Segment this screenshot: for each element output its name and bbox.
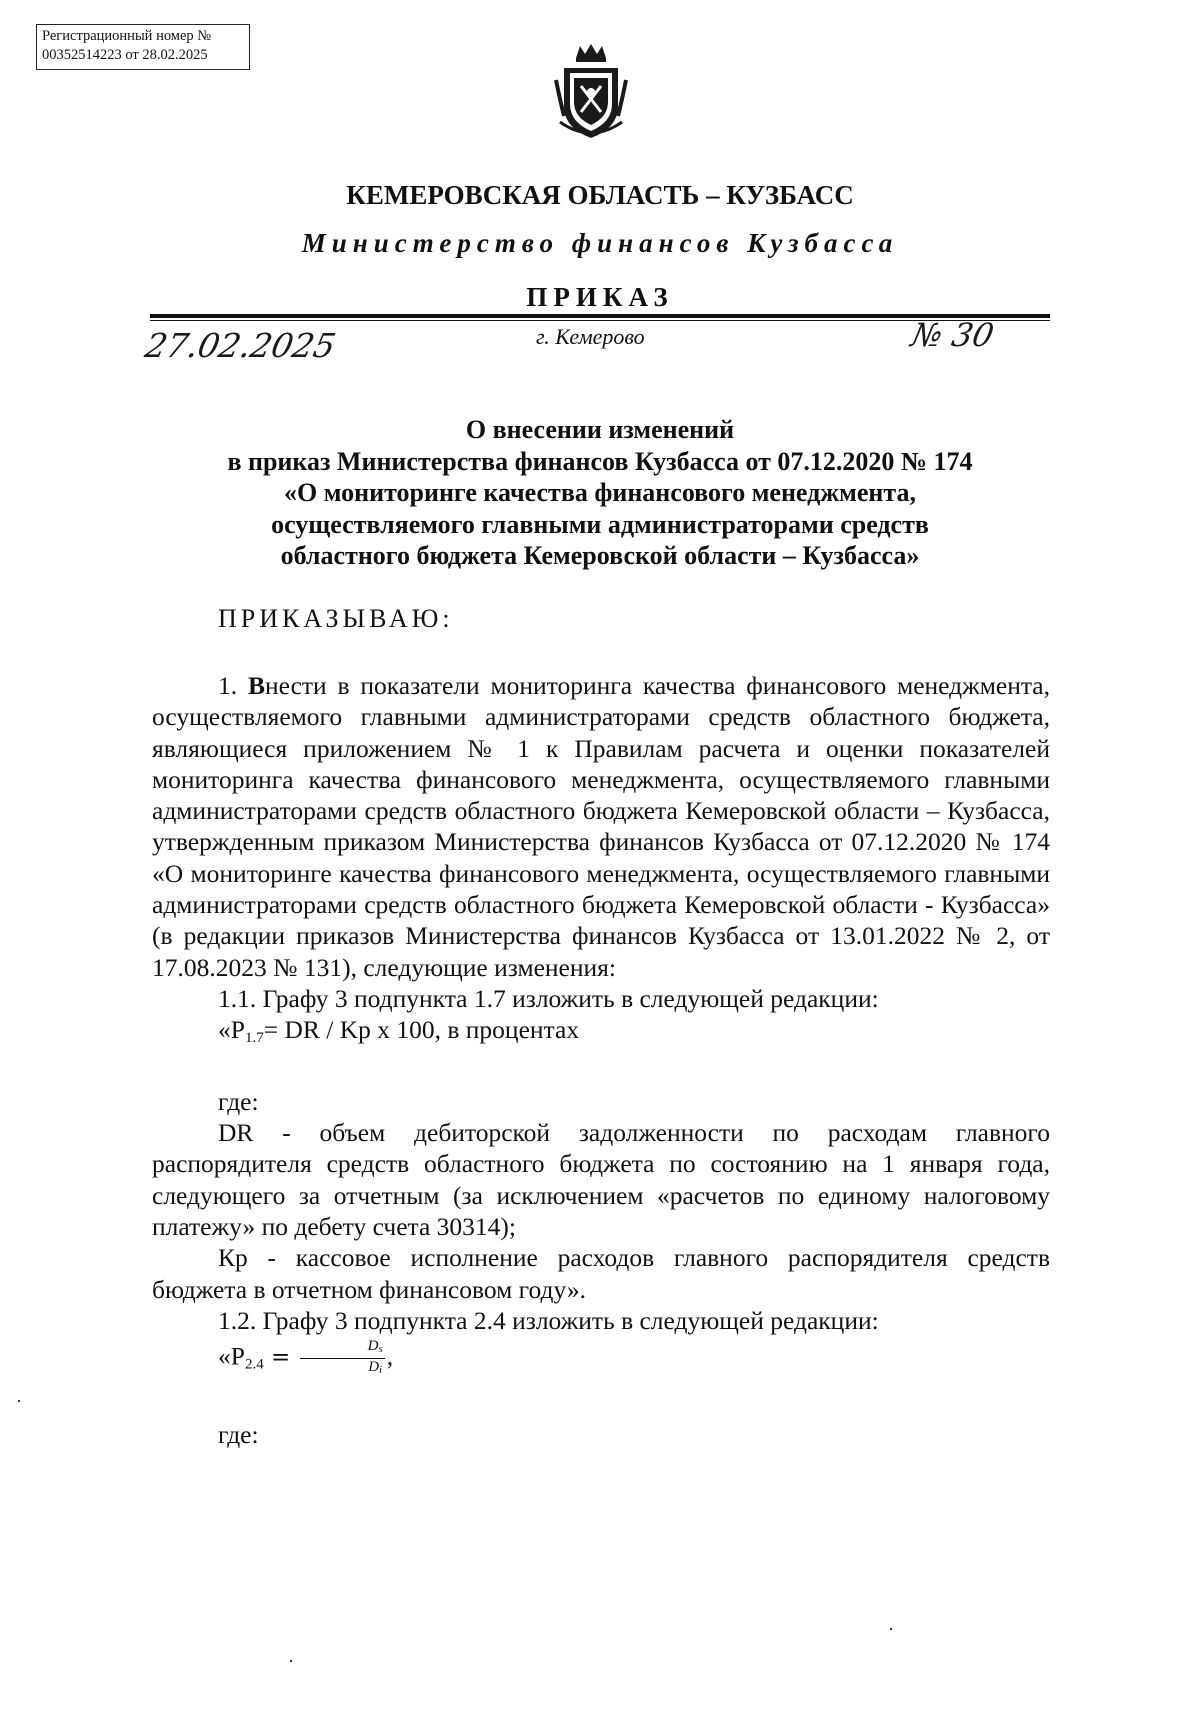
p1-lead: 1. (218, 671, 248, 700)
dr-definition: DR - объем дебиторской задолженности по расходам главного распорядителя средств областного бюджета по состоянию на 1 января года, следующего за отчетным (за исключением «расчетов по единому налоговому платежу» по дебету счета 30314); (152, 1118, 1050, 1242)
order-title (0, 414, 1200, 572)
registration-stamp (36, 24, 250, 70)
orders-word: ПРИКАЗЫВАЮ: (218, 604, 454, 633)
formula-2-open: «P (218, 1341, 245, 1371)
kuzbass-coat-of-arms-icon (554, 40, 628, 142)
formula-1-rest: = DR / Kp x 100, в процентах (263, 1015, 580, 1045)
title-line: осуществляемого главными администраторами средств (271, 509, 929, 539)
kp-definition: Кр - кассовое исполнение расходов главного распорядителя средств бюджета в отчетном финансовом году». (152, 1243, 1050, 1304)
order-body (152, 670, 1050, 1450)
formula-1-sub: 1.7 (244, 1030, 264, 1047)
formula-1-open: «P (218, 1015, 245, 1045)
city: г. Кемерово (536, 324, 645, 349)
handwritten-number: № 30 (907, 316, 998, 354)
title-line: «О мониторинге качества финансового менеджмента, (284, 478, 916, 507)
scan-speck (18, 1400, 20, 1402)
formula-2-end: , (386, 1341, 394, 1371)
where-label-1: где: (218, 1086, 259, 1116)
fraction-num: D (367, 1338, 379, 1355)
formula-2 (152, 1338, 1050, 1381)
title-line: областного бюджета Кемеровской области – Кузбасса» (280, 541, 920, 570)
paragraph-1-2: 1.2. Графу 3 подпункта 2.4 изложить в следующей редакции: (218, 1305, 879, 1335)
handwritten-date: 27.02.2025 (141, 326, 340, 365)
paragraph-1-1: 1.1. Графу 3 подпункта 1.7 изложить в следующей редакции: (218, 983, 879, 1013)
formula-2-eq: = (263, 1344, 298, 1371)
scan-speck (890, 1628, 892, 1630)
fraction-den-sub: i (379, 1364, 383, 1377)
paragraph-1 (152, 670, 1050, 983)
where-label-2: где: (218, 1419, 259, 1449)
p1-bold: В (247, 671, 265, 700)
ministry-heading: Министерство финансов Кузбасса (301, 228, 899, 258)
fraction-den: D (368, 1359, 380, 1376)
stamp-line-2: 00352514223 от 28.02.2025 (42, 47, 208, 63)
formula-2-fraction (300, 1338, 385, 1379)
title-line: в приказ Министерства финансов Кузбасса от 07.12.2020 № 174 (227, 446, 973, 476)
document-type: ПРИКАЗ (526, 282, 674, 312)
formula-2-sub: 2.4 (244, 1356, 264, 1373)
p1-text: нести в показатели мониторинга качества финансового менеджмента, осуществляемого главными администраторами средств областного бюджета, являющиеся приложением № 1 к Правилам расчета и оценки показателей мониторинга качества финансового менеджмента, осуществляемого главными администраторами средств областного бюджета Кемеровской области – Кузбасса, утвержденным приказом Министерства финансов Кузбасса от 07.12.2020 № 174 «О мониторинге качества финансового менеджмента, осуществляемого главными администраторами средств областного бюджета Кемеровской области - Кузбасса» (в редакции приказов Министерства финансов Кузбасса от 13.01.2022 № 2, от 17.08.2023 № 131), следующие изменения: (152, 671, 1050, 982)
title-line: О внесении изменений (465, 415, 735, 444)
formula-1 (152, 1014, 1050, 1054)
scan-speck (290, 1660, 292, 1662)
fraction-num-sub: s (378, 1343, 383, 1356)
region-heading: КЕМЕРОВСКАЯ ОБЛАСТЬ – КУЗБАСС (346, 180, 854, 210)
stamp-line-1: Регистрационный номер № (42, 28, 212, 44)
